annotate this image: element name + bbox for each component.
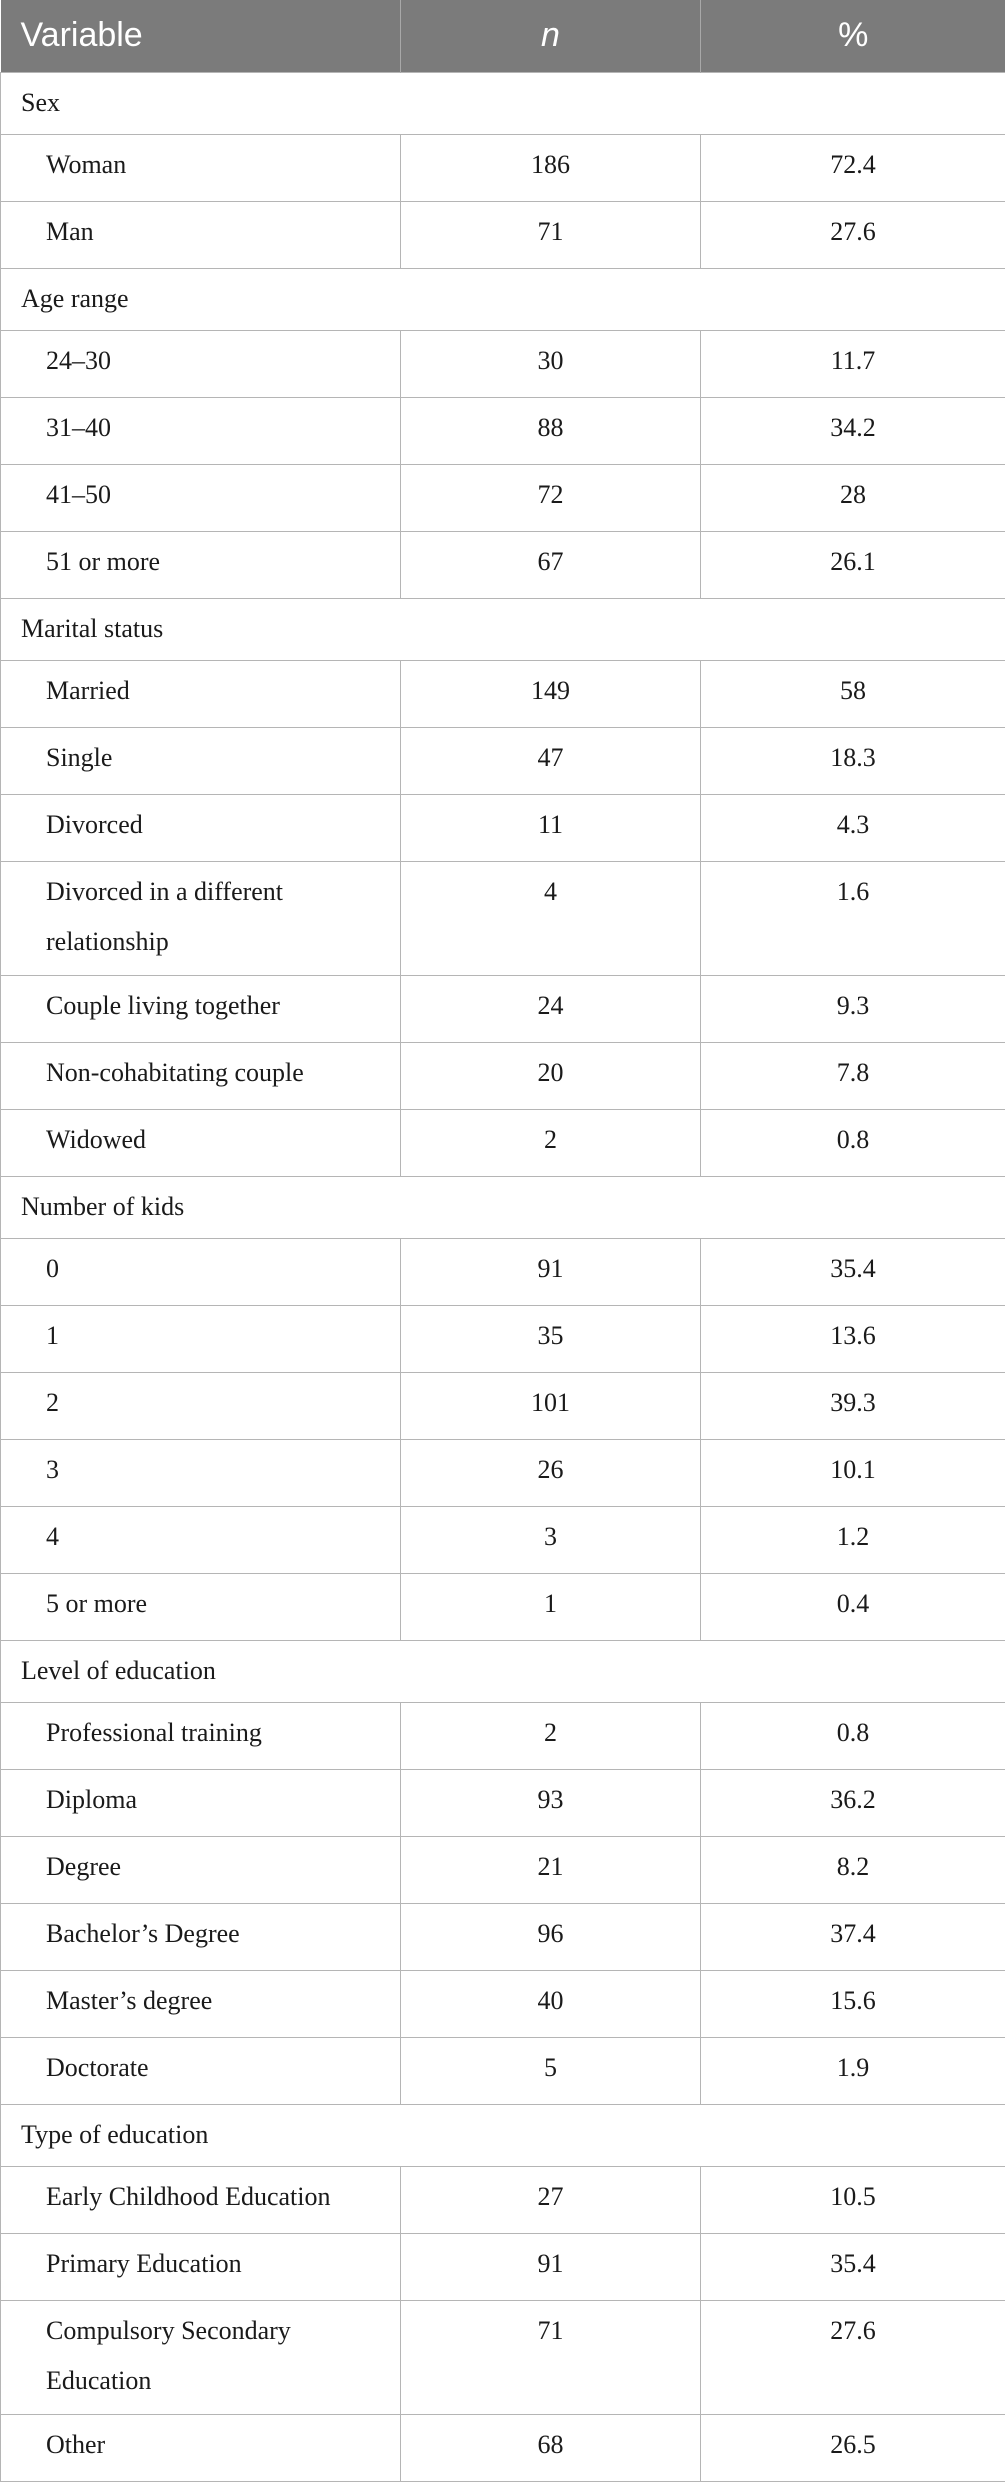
row-percent: 26.5: [701, 2414, 1005, 2481]
row-label-text: Divorced: [46, 800, 386, 850]
row-label: [1, 2166, 401, 2233]
row-label: [1, 1506, 401, 1573]
row-label: [1, 1238, 401, 1305]
row-count: 71: [401, 2300, 701, 2414]
row-percent: 1.9: [701, 2037, 1005, 2104]
row-label: [1, 330, 401, 397]
table-row: [1, 330, 1005, 397]
row-label: [1, 1372, 401, 1439]
row-label: [1, 1573, 401, 1640]
row-count: 47: [401, 727, 701, 794]
row-percent: 34.2: [701, 397, 1005, 464]
row-label-text: Compulsory Secondary Education: [46, 2306, 386, 2406]
table-row: [1, 2166, 1005, 2233]
row-count: 35: [401, 1305, 701, 1372]
category-label: Type of education: [1, 2104, 1005, 2166]
row-percent: 37.4: [701, 1903, 1005, 1970]
table-row: [1, 1109, 1005, 1176]
row-label: [1, 2414, 401, 2481]
row-percent: 26.1: [701, 531, 1005, 598]
row-count: 93: [401, 1769, 701, 1836]
row-count: 186: [401, 134, 701, 201]
table-row: [1, 397, 1005, 464]
row-label-text: Married: [46, 666, 386, 716]
row-label-text: 0: [46, 1244, 386, 1294]
table-row: [1, 1506, 1005, 1573]
table-row: [1, 134, 1005, 201]
row-percent: 4.3: [701, 794, 1005, 861]
table-row: [1, 660, 1005, 727]
row-label: [1, 861, 401, 975]
row-count: 2: [401, 1702, 701, 1769]
row-label-text: 31–40: [46, 403, 386, 453]
row-label: [1, 975, 401, 1042]
table-header: [1, 0, 1005, 72]
table-row: [1, 1305, 1005, 1372]
row-percent: 15.6: [701, 1970, 1005, 2037]
row-label: [1, 794, 401, 861]
row-percent: 39.3: [701, 1372, 1005, 1439]
table-body: [1, 72, 1005, 2481]
row-count: 71: [401, 201, 701, 268]
row-percent: 72.4: [701, 134, 1005, 201]
row-percent: 35.4: [701, 1238, 1005, 1305]
category-label: Marital status: [1, 598, 1005, 660]
row-count: 91: [401, 2233, 701, 2300]
row-label-text: Bachelor’s Degree: [46, 1909, 386, 1959]
row-count: 11: [401, 794, 701, 861]
row-count: 2: [401, 1109, 701, 1176]
table-row: [1, 1573, 1005, 1640]
table-row: [1, 861, 1005, 975]
row-percent: 10.1: [701, 1439, 1005, 1506]
row-percent: 0.8: [701, 1109, 1005, 1176]
header-n: n: [401, 0, 701, 72]
row-count: 26: [401, 1439, 701, 1506]
row-percent: 27.6: [701, 201, 1005, 268]
table-row: [1, 2037, 1005, 2104]
table-row: [1, 464, 1005, 531]
row-label-text: 51 or more: [46, 537, 386, 587]
table-row: [1, 2233, 1005, 2300]
row-label: [1, 134, 401, 201]
row-label: [1, 397, 401, 464]
category-label: Number of kids: [1, 1176, 1005, 1238]
row-label-text: 3: [46, 1445, 386, 1495]
table-row: [1, 201, 1005, 268]
category-row: [1, 598, 1005, 660]
row-label: [1, 1439, 401, 1506]
category-label: Age range: [1, 268, 1005, 330]
category-label: Sex: [1, 72, 1005, 134]
row-label: [1, 2300, 401, 2414]
row-label-text: Professional training: [46, 1708, 386, 1758]
row-label-text: Non-cohabitating couple: [46, 1048, 386, 1098]
header-row: [1, 0, 1005, 72]
row-label-text: 24–30: [46, 336, 386, 386]
row-label-text: Woman: [46, 140, 386, 190]
row-count: 1: [401, 1573, 701, 1640]
table-row: [1, 727, 1005, 794]
row-label-text: Divorced in a different relationship: [46, 867, 386, 967]
row-label-text: Diploma: [46, 1775, 386, 1825]
row-label-text: 5 or more: [46, 1579, 386, 1629]
table-row: [1, 1970, 1005, 2037]
row-label-text: Couple living together: [46, 981, 386, 1031]
row-label: [1, 1769, 401, 1836]
category-row: [1, 1176, 1005, 1238]
row-label-text: Master’s degree: [46, 1976, 386, 2026]
row-label-text: 41–50: [46, 470, 386, 520]
row-label: [1, 201, 401, 268]
row-percent: 36.2: [701, 1769, 1005, 1836]
row-percent: 18.3: [701, 727, 1005, 794]
row-count: 68: [401, 2414, 701, 2481]
table-row: [1, 2300, 1005, 2414]
row-count: 27: [401, 2166, 701, 2233]
row-percent: 27.6: [701, 2300, 1005, 2414]
row-label: [1, 660, 401, 727]
row-label: [1, 1042, 401, 1109]
row-label: [1, 1702, 401, 1769]
row-count: 149: [401, 660, 701, 727]
row-percent: 11.7: [701, 330, 1005, 397]
row-percent: 28: [701, 464, 1005, 531]
table-row: [1, 794, 1005, 861]
row-label-text: Degree: [46, 1842, 386, 1892]
row-percent: 0.8: [701, 1702, 1005, 1769]
table-row: [1, 1836, 1005, 1903]
row-percent: 0.4: [701, 1573, 1005, 1640]
row-label-text: 1: [46, 1311, 386, 1361]
row-label: [1, 531, 401, 598]
table-row: [1, 1238, 1005, 1305]
row-percent: 35.4: [701, 2233, 1005, 2300]
table-row: [1, 975, 1005, 1042]
row-count: 24: [401, 975, 701, 1042]
row-label-text: Primary Education: [46, 2239, 386, 2289]
header-percent: %: [701, 0, 1005, 72]
row-count: 96: [401, 1903, 701, 1970]
row-count: 40: [401, 1970, 701, 2037]
row-label: [1, 1109, 401, 1176]
header-variable: Variable: [1, 0, 401, 72]
category-row: [1, 2104, 1005, 2166]
row-percent: 58: [701, 660, 1005, 727]
row-label: [1, 1970, 401, 2037]
row-percent: 13.6: [701, 1305, 1005, 1372]
table-row: [1, 1769, 1005, 1836]
row-percent: 1.2: [701, 1506, 1005, 1573]
row-label-text: Widowed: [46, 1115, 386, 1165]
row-label-text: Other: [46, 2420, 386, 2470]
table-row: [1, 1439, 1005, 1506]
row-count: 30: [401, 330, 701, 397]
row-label-text: Early Childhood Education: [46, 2172, 386, 2222]
row-count: 67: [401, 531, 701, 598]
category-label: Level of education: [1, 1640, 1005, 1702]
row-label-text: 2: [46, 1378, 386, 1428]
row-count: 20: [401, 1042, 701, 1109]
row-label-text: Man: [46, 207, 386, 257]
table-row: [1, 1702, 1005, 1769]
row-label-text: 4: [46, 1512, 386, 1562]
row-percent: 10.5: [701, 2166, 1005, 2233]
row-label: [1, 1305, 401, 1372]
table-row: [1, 1372, 1005, 1439]
row-count: 4: [401, 861, 701, 975]
row-label: [1, 2233, 401, 2300]
row-label-text: Doctorate: [46, 2043, 386, 2093]
row-label: [1, 727, 401, 794]
row-count: 5: [401, 2037, 701, 2104]
row-label: [1, 1836, 401, 1903]
category-row: [1, 72, 1005, 134]
row-count: 101: [401, 1372, 701, 1439]
row-label: [1, 464, 401, 531]
table-row: [1, 1042, 1005, 1109]
row-label: [1, 2037, 401, 2104]
row-percent: 7.8: [701, 1042, 1005, 1109]
row-count: 72: [401, 464, 701, 531]
row-percent: 8.2: [701, 1836, 1005, 1903]
row-label: [1, 1903, 401, 1970]
row-label-text: Single: [46, 733, 386, 783]
category-row: [1, 268, 1005, 330]
row-count: 3: [401, 1506, 701, 1573]
category-row: [1, 1640, 1005, 1702]
row-percent: 1.6: [701, 861, 1005, 975]
row-count: 91: [401, 1238, 701, 1305]
row-count: 88: [401, 397, 701, 464]
row-percent: 9.3: [701, 975, 1005, 1042]
row-count: 21: [401, 1836, 701, 1903]
table-row: [1, 531, 1005, 598]
table-row: [1, 2414, 1005, 2481]
table-row: [1, 1903, 1005, 1970]
